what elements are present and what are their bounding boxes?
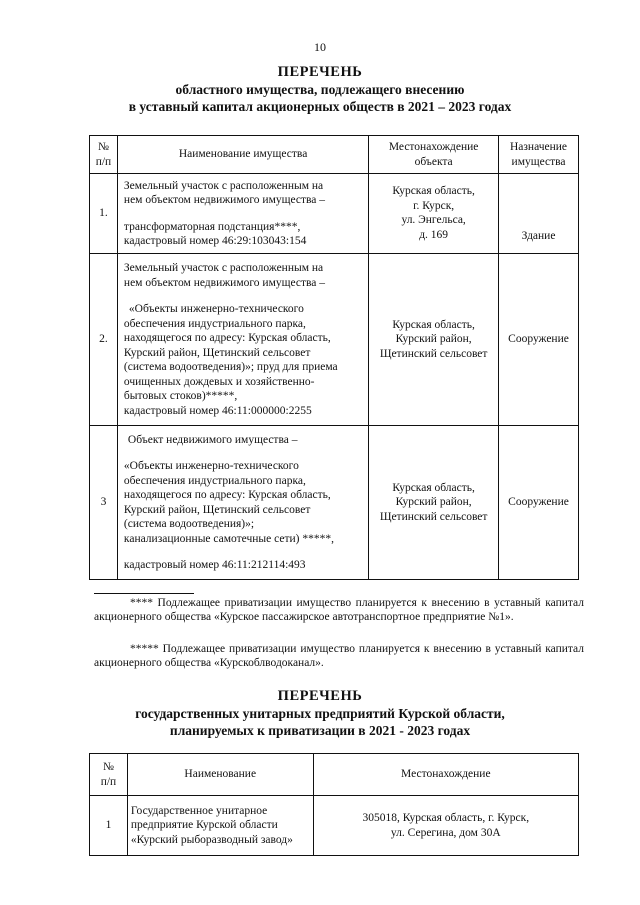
header-num: № п/п	[90, 136, 118, 174]
section2-subtitle-line1: государственных унитарных предприятий Курской области,	[135, 706, 505, 721]
row-name: Объект недвижимого имущества – «Объекты инженерно-технического обеспечения индустриального парка, находящегося по адресу: Курская область, Курский район, Щетинский сельсовет (система водоотведения)»; канализационные самотечные сети) *****, кадастровый номер 46:11:212114:493	[117, 426, 368, 580]
row-num: 1.	[90, 174, 118, 254]
header-name: Наименование	[127, 754, 313, 796]
row-num: 2.	[90, 254, 118, 426]
enterprise-table	[89, 753, 579, 856]
header-location: Местонахождение объекта	[369, 136, 499, 174]
property-table-header	[90, 136, 579, 174]
row-location: 305018, Курская область, г. Курск, ул. Серегина, дом 30А	[313, 796, 578, 856]
section1-heading	[0, 64, 640, 115]
table-row	[90, 796, 579, 856]
section2-title: ПЕРЕЧЕНЬ	[277, 688, 363, 704]
row-name: Государственное унитарное предприятие Курской области «Курский рыборазводный завод»	[127, 796, 313, 856]
row-location: Курская область, Курский район, Щетинский сельсовет	[369, 426, 499, 580]
header-name: Наименование имущества	[117, 136, 368, 174]
header-num: № п/п	[90, 754, 128, 796]
footnote-divider	[94, 593, 194, 594]
section1-title: ПЕРЕЧЕНЬ	[277, 64, 363, 80]
section1-subtitle-line2: в уставный капитал акционерных обществ в 2021 – 2023 годах	[128, 99, 512, 114]
section2-heading	[0, 688, 640, 739]
section2-subtitle-line2: планируемых к приватизации в 2021 - 2023 годах	[169, 723, 471, 738]
row-name: Земельный участок с расположенным на нем объектом недвижимого имущества – «Объекты инженерно-технического обеспечения индустриального парка, находящегося по адресу: Курская область, Курский район, Щетинский сельсовет (система водоотведения)»; пруд для приема очищенных дождевых и хозяйственно- бытовых стоков)*****, кадастровый номер 46:11:000000:2255	[117, 254, 368, 426]
row-name: Земельный участок с расположенным на нем объектом недвижимого имущества – трансформаторная подстанция****, кадастровый номер 46:29:103043:154	[117, 174, 368, 254]
row-location: Курская область, Курский район, Щетинский сельсовет	[369, 254, 499, 426]
row-num: 3	[90, 426, 118, 580]
row-location: Курская область, г. Курск, ул. Энгельса, д. 169	[369, 174, 499, 254]
table-row	[90, 174, 579, 254]
row-purpose: Сооружение	[499, 426, 579, 580]
row-purpose: Здание	[499, 174, 579, 254]
row-num: 1	[90, 796, 128, 856]
footnote-2: ***** Подлежащее приватизации имущество планируется к внесению в уставный капитал акционерного общества «Курскоблводоканал».	[94, 643, 584, 669]
table-row	[90, 254, 579, 426]
section1-subtitle-line1: областного имущества, подлежащего внесению	[175, 82, 465, 97]
page-number: 10	[314, 40, 326, 54]
header-purpose: Назначение имущества	[499, 136, 579, 174]
table-row	[90, 426, 579, 580]
enterprise-table-header	[90, 754, 579, 796]
row-purpose: Сооружение	[499, 254, 579, 426]
footnote-1: **** Подлежащее приватизации имущество планируется к внесению в уставный капитал акционерного общества «Курское пассажирское автотранспортное предприятие №1».	[94, 597, 584, 623]
property-table	[89, 135, 579, 580]
header-location: Местонахождение	[313, 754, 578, 796]
